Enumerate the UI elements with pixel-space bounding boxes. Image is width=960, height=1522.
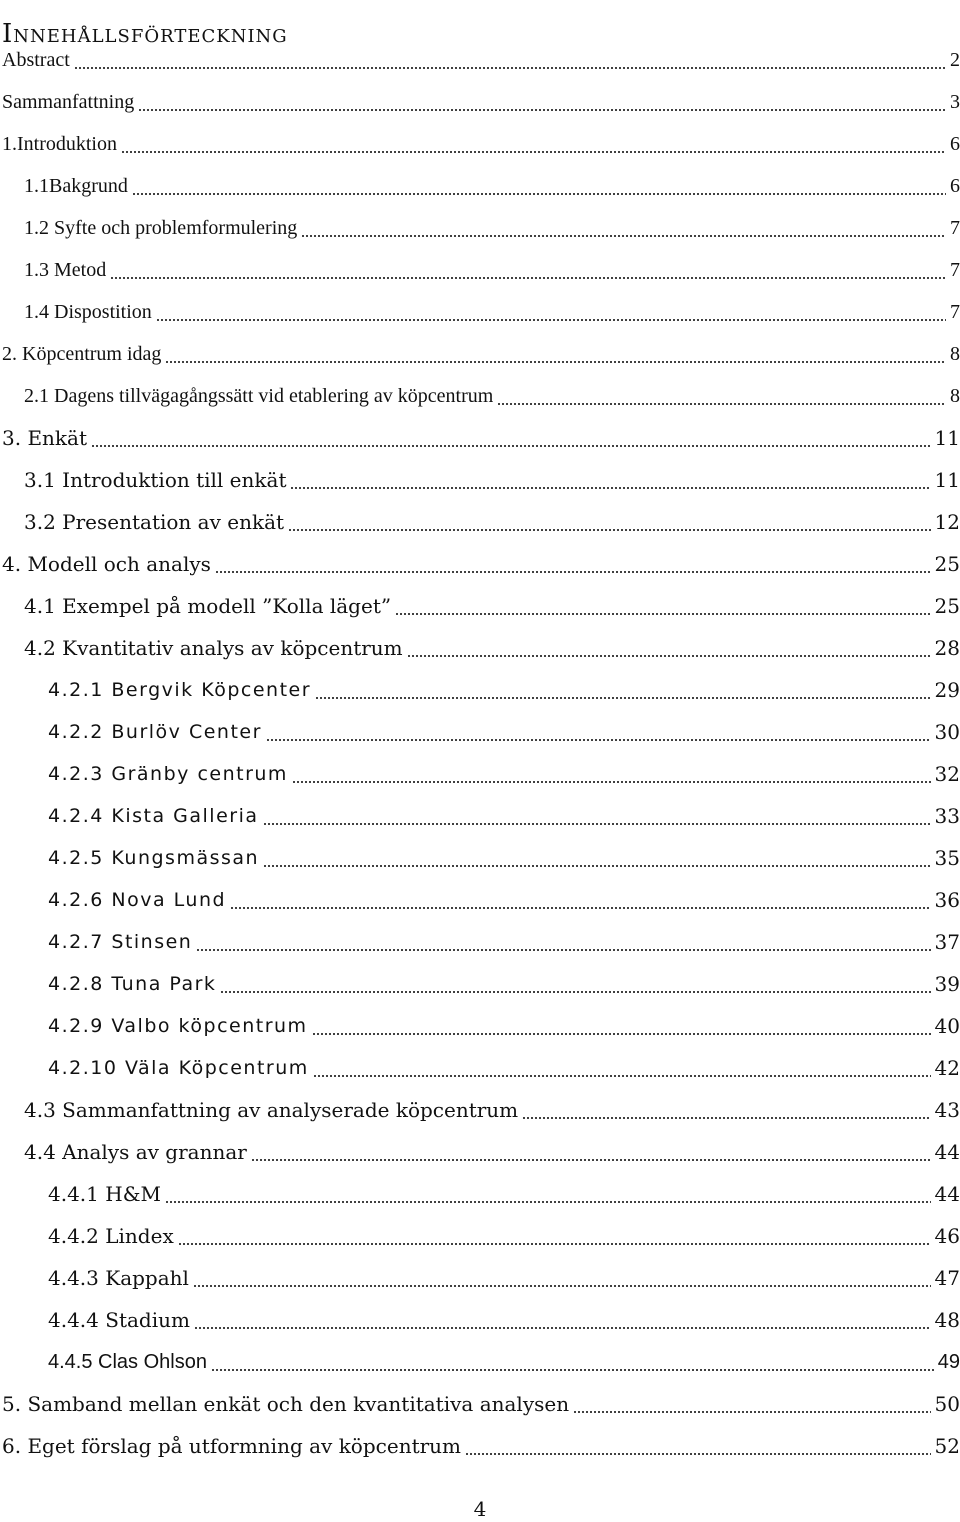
toc-entry-label: 4.4.4 Stadium (48, 1308, 190, 1332)
toc-dot-leader (91, 445, 931, 447)
toc-entry-label: 4.4.5 Clas Ohlson (48, 1350, 207, 1373)
toc-entry-page: 11 (934, 426, 960, 450)
toc-entry-page: 35 (934, 846, 960, 870)
toc-entry-label: 3.1 Introduktion till enkät (24, 468, 287, 492)
toc-entry-label: 1.Introduktion (2, 132, 117, 155)
toc-heading: Innehållsförteckning (2, 19, 288, 50)
toc-entry-page: 28 (934, 636, 960, 660)
toc-entry-page: 43 (934, 1098, 960, 1122)
toc-dot-leader (138, 109, 946, 111)
toc-entry[interactable] (0, 585, 960, 627)
toc-entry-label: Sammanfattning (2, 90, 135, 113)
toc-dot-leader (74, 67, 946, 69)
toc-entry-label: 5. Samband mellan enkät och den kvantitativa analysen (2, 1392, 570, 1416)
toc-dot-leader (407, 655, 931, 657)
toc-entry-label: 4.2.2 Burlöv Center (48, 721, 262, 743)
toc-dot-leader (178, 1243, 931, 1245)
toc-entry[interactable] (0, 81, 960, 123)
toc-entry-page: 39 (934, 972, 960, 996)
toc-entry-page: 2 (950, 48, 960, 71)
toc-entry[interactable] (0, 39, 960, 81)
toc-entry-label: 1.3 Metod (24, 258, 107, 281)
toc-entry[interactable] (0, 417, 960, 459)
toc-entry-label: 3. Enkät (2, 426, 87, 450)
toc-entry-label: 4.2.5 Kungsmässan (48, 847, 260, 869)
toc-entry[interactable] (0, 375, 960, 417)
toc-entry-page: 29 (934, 678, 960, 702)
toc-entry-label: 2.1 Dagens tillvägagångssätt vid etablering av köpcentrum (24, 384, 494, 407)
toc-dot-leader (301, 235, 946, 237)
toc-dot-leader (522, 1117, 930, 1119)
toc-entry[interactable] (0, 1173, 960, 1215)
toc-entry-page: 25 (934, 552, 960, 576)
toc-entry-label: 2. Köpcentrum idag (2, 342, 162, 365)
toc-dot-leader (193, 1285, 931, 1287)
toc-dot-leader (251, 1159, 931, 1161)
toc-dot-leader (263, 865, 930, 867)
toc-entry-label: 1.1Bakgrund (24, 174, 128, 197)
toc-dot-leader (165, 1201, 931, 1203)
toc-entry[interactable] (0, 795, 960, 837)
toc-dot-leader (313, 1075, 931, 1077)
toc-entry-label: 4.2.8 Tuna Park (48, 973, 217, 995)
toc-entry[interactable] (0, 1215, 960, 1257)
toc-dot-leader (230, 907, 931, 909)
toc-entry-label: 4.4.2 Lindex (48, 1224, 174, 1248)
toc-entry[interactable] (0, 879, 960, 921)
toc-entry[interactable] (0, 123, 960, 165)
toc-entry-label: 4. Modell och analys (2, 552, 211, 576)
toc-dot-leader (110, 277, 946, 279)
toc-entry-page: 33 (934, 804, 960, 828)
toc-entry-page: 37 (934, 930, 960, 954)
toc-entry-page: 6 (950, 132, 960, 155)
toc-entry-page: 3 (950, 90, 960, 113)
toc-entry[interactable] (0, 165, 960, 207)
toc-entry-label: 4.4.1 H&M (48, 1182, 161, 1206)
toc-entry-page: 48 (934, 1308, 960, 1332)
toc-dot-leader (165, 361, 946, 363)
toc-entry-page: 52 (934, 1434, 960, 1458)
toc-dot-leader (266, 739, 931, 741)
toc-entry-page: 32 (934, 762, 960, 786)
toc-entry-page: 47 (934, 1266, 960, 1290)
toc-entry-page: 8 (950, 342, 960, 365)
toc-entry-page: 49 (937, 1350, 960, 1373)
toc-entry-page: 44 (934, 1182, 960, 1206)
toc-dot-leader (497, 403, 946, 405)
toc-entry[interactable] (0, 333, 960, 375)
toc-entry-label: 4.2 Kvantitativ analys av köpcentrum (24, 636, 403, 660)
toc-dot-leader (312, 1033, 931, 1035)
toc-dot-leader (573, 1411, 930, 1413)
toc-entry-page: 46 (934, 1224, 960, 1248)
toc-entry-label: 4.3 Sammanfattning av analyserade köpcentrum (24, 1098, 519, 1122)
toc-dot-leader (288, 529, 930, 531)
toc-entry-page: 42 (934, 1056, 960, 1080)
toc-dot-leader (132, 193, 946, 195)
toc-entry-label: 4.2.6 Nova Lund (48, 889, 227, 911)
toc-entry-label: 6. Eget förslag på utformning av köpcentrum (2, 1434, 462, 1458)
toc-entry-label: 1.4 Dispostition (24, 300, 152, 323)
toc-entry-label: 4.4.3 Kappahl (48, 1266, 189, 1290)
toc-dot-leader (194, 1327, 931, 1329)
toc-dot-leader (290, 487, 930, 489)
toc-entry[interactable] (0, 753, 960, 795)
toc-entry[interactable] (0, 1383, 960, 1425)
toc-entry[interactable] (0, 249, 960, 291)
toc-entry-label: 4.2.3 Gränby centrum (48, 763, 288, 785)
toc-entry-label: 4.2.9 Valbo köpcentrum (48, 1015, 308, 1037)
toc-entry[interactable] (0, 1425, 960, 1467)
toc-entry-label: 1.2 Syfte och problemformulering (24, 216, 298, 239)
toc-entry[interactable] (0, 1005, 960, 1047)
toc-dot-leader (292, 781, 931, 783)
toc-entry-label: 4.1 Exempel på modell ”Kolla läget” (24, 594, 392, 618)
toc-entry[interactable] (0, 963, 960, 1005)
toc-entry[interactable] (0, 837, 960, 879)
toc-dot-leader (315, 697, 931, 699)
toc-dot-leader (121, 151, 946, 153)
toc-dot-leader (196, 949, 930, 951)
toc-dot-leader (215, 571, 931, 573)
toc-entry-page: 36 (934, 888, 960, 912)
toc-dot-leader (263, 823, 931, 825)
toc-list (0, 39, 960, 1467)
toc-entry-label: Abstract (2, 48, 70, 71)
toc-entry[interactable] (0, 921, 960, 963)
toc-entry-page: 7 (950, 300, 960, 323)
toc-entry[interactable] (0, 627, 960, 669)
toc-entry-page: 7 (950, 216, 960, 239)
toc-entry[interactable] (0, 669, 960, 711)
toc-entry-label: 4.4 Analys av grannar (24, 1140, 247, 1164)
toc-entry[interactable] (0, 543, 960, 585)
toc-entry[interactable] (0, 291, 960, 333)
toc-entry[interactable] (0, 207, 960, 249)
toc-entry[interactable] (0, 1341, 960, 1383)
toc-entry-page: 7 (950, 258, 960, 281)
toc-entry-page: 6 (950, 174, 960, 197)
toc-entry-label: 4.2.10 Väla Köpcentrum (48, 1057, 309, 1079)
toc-dot-leader (395, 613, 930, 615)
toc-entry-page: 30 (934, 720, 960, 744)
toc-entry-page: 40 (934, 1014, 960, 1038)
toc-dot-leader (156, 319, 946, 321)
toc-entry[interactable] (0, 459, 960, 501)
toc-entry[interactable] (0, 501, 960, 543)
toc-entry-label: 3.2 Presentation av enkät (24, 510, 285, 534)
toc-dot-leader (465, 1453, 931, 1455)
toc-entry-page: 44 (934, 1140, 960, 1164)
toc-entry[interactable] (0, 1047, 960, 1089)
toc-entry[interactable] (0, 1257, 960, 1299)
toc-entry-page: 12 (934, 510, 960, 534)
toc-entry[interactable] (0, 1299, 960, 1341)
toc-entry[interactable] (0, 711, 960, 753)
toc-entry[interactable] (0, 1131, 960, 1173)
toc-entry-page: 25 (934, 594, 960, 618)
toc-dot-leader (220, 991, 930, 993)
toc-entry[interactable] (0, 1089, 960, 1131)
page-number: 4 (473, 1497, 487, 1521)
toc-entry-page: 11 (934, 468, 960, 492)
toc-entry-label: 4.2.1 Bergvik Köpcenter (48, 679, 312, 701)
toc-entry-page: 50 (934, 1392, 960, 1416)
toc-entry-page: 8 (950, 384, 960, 407)
toc-entry-label: 4.2.7 Stinsen (48, 931, 193, 953)
toc-entry-label: 4.2.4 Kista Galleria (48, 805, 259, 827)
toc-dot-leader (211, 1369, 934, 1371)
